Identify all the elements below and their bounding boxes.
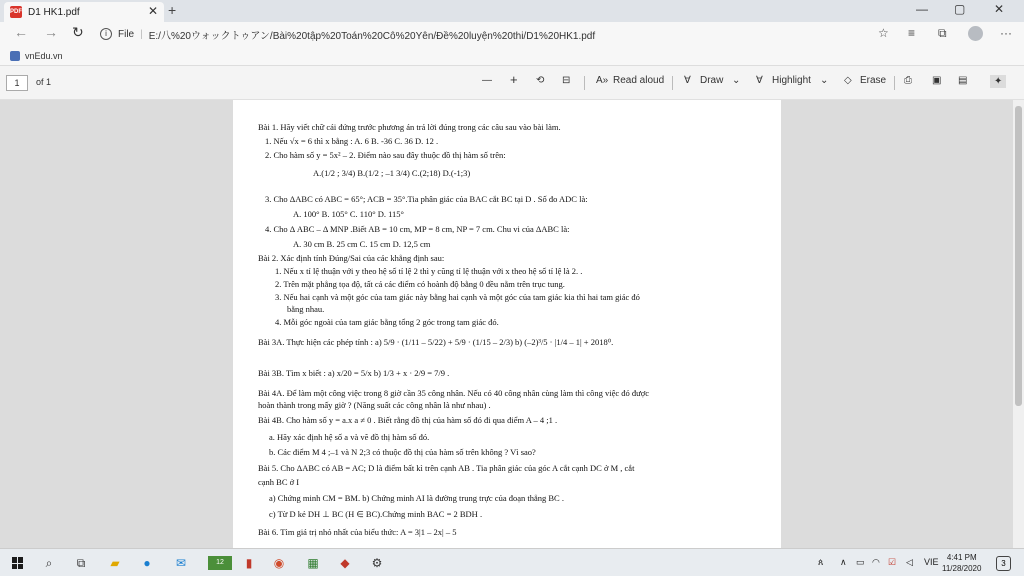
doc-line: Bài 5. Cho ΔABC có AB = AC; D là điểm bất kì trên cạnh AB . Tia phân giác của góc A cắt cạnh DC ở M , cắt [258,463,635,473]
doc-line: hoàn thành trong mấy giờ ? (Năng suất các công nhân là như nhau) . [258,400,491,410]
favorites-bar [0,46,1024,66]
highlight-chevron-down-icon[interactable]: ⌄ [820,75,829,86]
doc-line: Bài 2. Xác định tính Đúng/Sai của các khẳng định sau: [258,253,445,263]
pdf-app-icon[interactable]: ▮ [245,556,253,570]
refresh-button[interactable]: ↻ [72,24,84,40]
doc-line: 4. Mỗi góc ngoài của tam giác bằng tổng 2 góc trong tam giác đó. [275,317,499,327]
forward-button[interactable]: → [44,24,58,40]
doc-line: bằng nhau. [287,304,325,314]
favorite-star-icon[interactable]: ☆ [878,26,889,40]
favorites-icon[interactable]: ≡ [908,26,916,40]
page-total: of 1 [36,77,52,87]
collections-icon[interactable]: ⧉ [938,26,947,40]
page-number-input[interactable]: 1 [6,75,28,91]
back-button[interactable]: ← [14,24,28,40]
doc-line: A.(1/2 ; 3/4) B.(1/2 ; –1 3/4) C.(2;18) D.(-1;3) [313,168,471,178]
tab-bar [0,0,1024,22]
doc-line: 2. Trên mặt phẳng tọa độ, tất cả các điểm có hoành độ bằng 0 đều nằm trên trục tung. [275,279,565,289]
toolbar-divider [584,76,585,90]
draw-button[interactable]: Draw [700,75,724,86]
app-badge-icon[interactable]: 12 [208,556,232,570]
input-language[interactable]: VIE [924,557,939,567]
doc-line: Bài 1. Hãy viết chữ cái đứng trước phương án trả lời đúng trong các câu sau vào bài làm. [258,122,561,132]
app-icon[interactable]: ◆ [340,556,350,570]
search-icon[interactable]: ⌕ [45,556,53,570]
doc-line: A. 100° B. 105° C. 110° D. 115° [293,209,404,219]
maximize-button[interactable]: ▢ [954,2,966,16]
windows-start-icon[interactable] [12,557,24,569]
erase-button[interactable]: Erase [860,75,887,86]
doc-line: Bài 3B. Tìm x biết : a) x/20 = 5/x b) 1/3 + x · 2/9 = 7/9 . [258,368,450,378]
toolbar-divider [672,76,673,90]
clock-date: 11/28/2020 [942,564,982,573]
pin-toolbar-icon[interactable]: ✦ [990,75,1006,88]
file-explorer-icon[interactable]: ▰ [110,556,120,570]
read-aloud-button[interactable]: Read aloud [613,75,665,86]
toolbar-divider [894,76,895,90]
pdf-viewer [0,100,1013,548]
doc-line: c) Từ D kẻ DH ⊥ BC (H ∈ BC).Chứng minh BAC = 2 BDH . [269,509,483,519]
profile-avatar[interactable] [968,26,983,41]
print-icon[interactable]: ⎙ [904,75,912,86]
tab-close-icon[interactable]: ✕ [147,4,158,18]
tab-title: D1 HK1.pdf [28,6,80,18]
minimize-button[interactable]: — [916,2,928,16]
draw-icon: ∀ [684,75,691,86]
read-aloud-icon: A» [596,75,609,86]
doc-line: 3. Nếu hai cạnh và một góc của tam giác này bằng hai cạnh và một góc của tam giác kia thì hai tam giác đó [275,292,640,302]
erase-icon: ◇ [844,75,852,86]
url-divider: | [140,28,143,40]
address-bar [0,22,1024,46]
doc-line: Bài 4A. Để làm một công việc trong 8 giờ cần 35 công nhân. Nếu có 40 công nhân cùng làm thì công việc đó được [258,388,650,398]
tab-pdf[interactable] [4,2,164,22]
volume-icon[interactable]: ◁ [906,557,913,567]
zoom-in-button[interactable]: + [510,72,518,87]
doc-line: 2. Cho hàm số y = 5x² – 2. Điểm nào sau đây thuộc đồ thị hàm số trên: [265,150,506,160]
edge-browser-icon[interactable]: ● [143,556,151,570]
doc-line: cạnh BC ở I [258,477,300,487]
url-field[interactable] [100,25,895,43]
doc-line: 4. Cho Δ ABC – Δ MNP .Biết AB = 10 cm, MP = 8 cm, NP = 7 cm. Chu vi của ΔABC là: [265,224,570,234]
zoom-out-button[interactable]: — [482,75,492,86]
window-close-button[interactable]: ✕ [994,2,1005,16]
site-favicon-icon [10,51,20,61]
save-as-icon[interactable]: ▤ [958,75,968,86]
doc-line: a. Hãy xác định hệ số a và vẽ đồ thị hàm số đó. [269,432,430,442]
new-tab-button[interactable]: + [168,2,177,18]
network-icon[interactable]: ▭ [856,557,865,567]
wifi-icon[interactable]: ◠ [872,557,880,567]
pdf-page [233,100,781,548]
chevron-up-icon[interactable]: ∧ [840,557,847,567]
settings-gear-icon[interactable]: ⚙ [371,556,383,570]
pdf-toolbar [0,66,1024,100]
taskbar [0,548,1024,576]
doc-line: Bài 4B. Cho hàm số y = a.x a ≠ 0 . Biết rằng đồ thị của hàm số đó đi qua điểm A – 4 ;1 . [258,415,558,425]
mail-icon[interactable]: ✉ [175,556,187,570]
vietkey-icon[interactable]: ☑ [888,557,897,567]
url-scheme-label: File [118,28,135,40]
draw-chevron-down-icon[interactable]: ⌄ [732,75,741,86]
doc-line: Bài 6. Tìm giá trị nhỏ nhất của biểu thức: A = 3|1 – 2x| – 5 [258,527,457,537]
excel-icon[interactable]: ▦ [307,556,319,570]
clock-time: 4:41 PM [946,553,977,562]
doc-line: Bài 3A. Thực hiện các phép tính : a) 5/9 · (1/11 – 5/22) + 5/9 · (1/15 – 2/3) b) (–2)³/5 · |1/4 – 1| + 2018⁰. [258,337,614,347]
vertical-scrollbar[interactable] [1013,100,1024,548]
doc-line: b. Các điểm M 4 ;–1 và N 2;3 có thuộc đồ thị của hàm số trên không ? Vì sao? [269,447,536,457]
more-menu-icon[interactable]: ··· [1000,26,1012,40]
doc-line: A. 30 cm B. 25 cm C. 15 cm D. 12,5 cm [293,239,431,249]
doc-line: 1. Nếu x tỉ lệ thuận với y theo hệ số tỉ lệ 2 thì y cũng tỉ lệ thuận với x theo hệ số tỉ lệ là 2. . [275,266,583,276]
rotate-icon[interactable]: ⟲ [536,75,545,86]
info-icon[interactable]: i [100,28,112,40]
notification-center-icon[interactable]: 3 [996,556,1011,571]
save-icon[interactable]: ▣ [932,75,942,86]
favorite-link[interactable]: vnEdu.vn [25,50,63,61]
doc-line: 1. Nếu √x = 6 thì x bằng : A. 6 B. -36 C. 36 D. 12 . [265,136,439,146]
url-text: E:/八%20ウォックトゥアン/Bài%20tập%20Toán%20Cô%20Yên/Đề%20luyện%20thi/D1%20HK1.pdf [148,30,596,42]
highlight-icon: ∀ [756,75,763,86]
pdf-file-icon: PDF [10,6,22,18]
people-icon[interactable]: ጰ [818,557,824,567]
doc-line: a) Chứng minh CM = BM. b) Chứng minh AI là đường trung trực của đoạn thẳng BC . [269,493,564,503]
fit-page-icon[interactable]: ⊟ [562,75,571,86]
highlight-button[interactable]: Highlight [772,75,811,86]
chrome-icon[interactable]: ◉ [273,556,285,570]
doc-line: 3. Cho ΔABC có ABC = 65°; ACB = 35°.Tia phân giác của BAC cắt BC tại D . Số đo ADC là: [265,194,588,204]
scrollbar-thumb[interactable] [1015,106,1022,406]
system-clock[interactable] [942,552,981,574]
task-view-icon[interactable]: ⧉ [76,556,86,570]
